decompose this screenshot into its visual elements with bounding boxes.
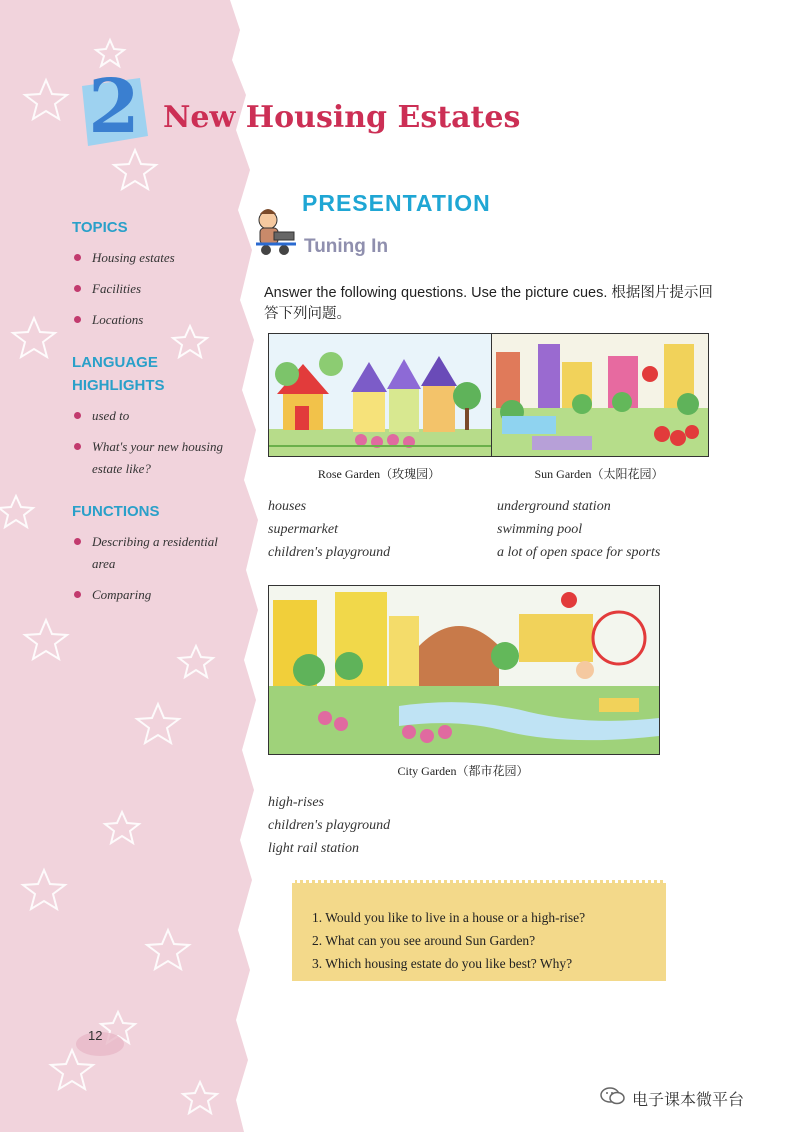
subsection-title: Tuning In bbox=[304, 236, 389, 257]
watermark bbox=[600, 1086, 744, 1110]
sidebar-section-topics bbox=[72, 216, 252, 331]
sidebar-item: What's your new housing estate like? bbox=[72, 436, 242, 480]
sidebar-heading: TOPICS bbox=[72, 219, 128, 236]
sidebar-heading: FUNCTIONS bbox=[72, 503, 160, 520]
watermark-text: 电子课本微平台 bbox=[632, 1089, 745, 1109]
chapter-number-badge bbox=[78, 64, 150, 150]
section-title: PRESENTATION bbox=[302, 190, 491, 216]
rose-garden-caption: Rose Garden（玫瑰园） bbox=[317, 467, 441, 481]
picture-cue: underground station bbox=[497, 499, 611, 514]
sidebar-section-language bbox=[72, 351, 252, 480]
page-number: 12 bbox=[88, 1028, 103, 1043]
instructions: Answer the following questions. Use the picture cues. 根据图片提示回答下列问题。 bbox=[264, 285, 713, 322]
sidebar-item: Describing a residential area bbox=[72, 531, 244, 575]
chapter-title: New Housing Estates bbox=[163, 100, 521, 135]
sidebar-item: used to bbox=[72, 405, 252, 427]
question-box bbox=[292, 880, 666, 981]
picture-cue: light rail station bbox=[268, 841, 360, 856]
picture-cue: children's playground bbox=[268, 545, 391, 560]
sidebar-heading: LANGUAGE HIGHLIGHTS bbox=[72, 354, 165, 394]
sun-garden-illustration bbox=[491, 333, 709, 457]
picture-cue: children's playground bbox=[268, 818, 391, 833]
rose-garden-illustration bbox=[268, 333, 492, 457]
sidebar-section-functions bbox=[72, 500, 252, 606]
picture-cue: supermarket bbox=[268, 522, 338, 537]
sidebar-item: Facilities bbox=[72, 278, 252, 300]
wechat-icon bbox=[600, 1086, 626, 1110]
sidebar-item: Housing estates bbox=[72, 247, 252, 269]
mascot-icon bbox=[252, 208, 300, 263]
picture-cue: houses bbox=[268, 499, 307, 514]
city-garden-illustration bbox=[268, 585, 660, 755]
question-item: 1. Would you like to live in a house or a high-rise? bbox=[312, 910, 586, 925]
question-item: 2. What can you see around Sun Garden? bbox=[312, 933, 536, 948]
sidebar-item: Comparing bbox=[72, 584, 252, 606]
picture-cue: high-rises bbox=[268, 795, 324, 810]
sun-garden-caption: Sun Garden（太阳花园） bbox=[534, 467, 664, 481]
picture-cue: a lot of open space for sports bbox=[497, 545, 661, 560]
city-garden-cues bbox=[268, 791, 390, 860]
rose-garden-cues bbox=[268, 495, 390, 564]
sidebar-item: Locations bbox=[72, 309, 252, 331]
picture-cue: swimming pool bbox=[497, 522, 583, 537]
chapter-number: 2 bbox=[88, 64, 140, 150]
sun-garden-cues bbox=[497, 495, 660, 564]
sidebar bbox=[72, 216, 252, 626]
city-garden-caption: City Garden（都市花园） bbox=[397, 764, 529, 778]
question-item: 3. Which housing estate do you like best? Why? bbox=[312, 956, 573, 971]
